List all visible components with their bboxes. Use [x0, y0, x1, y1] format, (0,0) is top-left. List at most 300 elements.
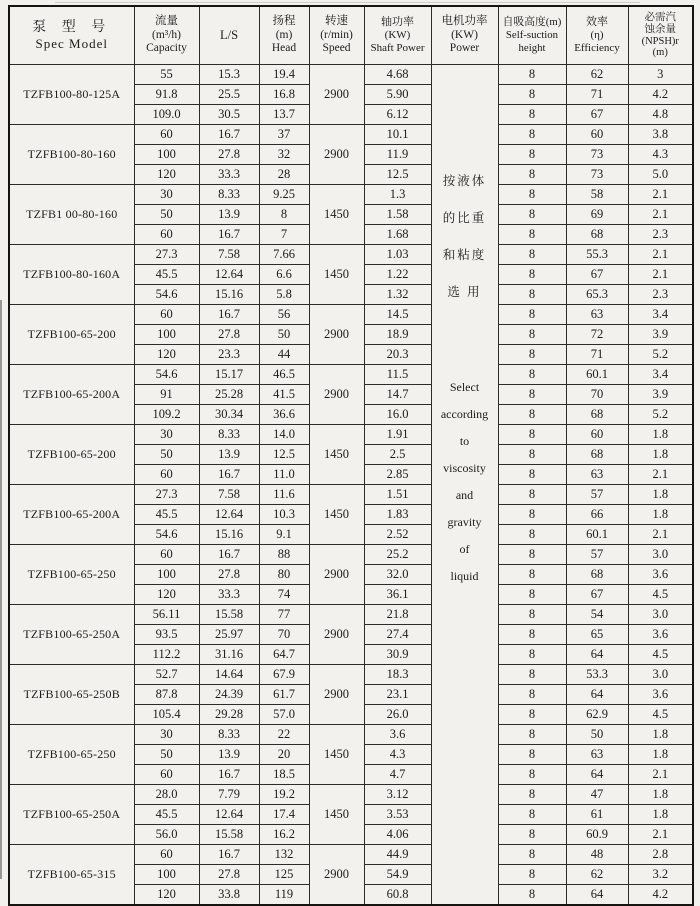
shaft-power-cell: 44.9 [364, 845, 431, 865]
self-suction-height-cell: 8 [498, 825, 566, 845]
speed-cell: 2900 [309, 125, 364, 185]
npsh-cell: 1.8 [628, 805, 693, 825]
liters-per-second-cell: 13.9 [199, 745, 259, 765]
efficiency-cell: 60.9 [566, 825, 628, 845]
capacity-cell: 54.6 [134, 365, 199, 385]
head-cell: 46.5 [259, 365, 309, 385]
efficiency-cell: 67 [566, 265, 628, 285]
head-cell: 80 [259, 565, 309, 585]
table-body [9, 65, 693, 906]
self-suction-height-cell: 8 [498, 545, 566, 565]
motor-power-note-zh-line: 和粘度 [442, 248, 487, 262]
col-header-model [9, 6, 134, 65]
self-suction-height-cell: 8 [498, 365, 566, 385]
capacity-cell: 50 [134, 205, 199, 225]
model-cell: TZFB100-80-160A [9, 245, 134, 305]
efficiency-cell: 60 [566, 125, 628, 145]
col-header-npsh-line: 蚀余量 [644, 23, 676, 35]
liters-per-second-cell: 7.58 [199, 485, 259, 505]
capacity-cell: 109.0 [134, 105, 199, 125]
speed-cell: 1450 [309, 425, 364, 485]
npsh-cell: 2.1 [628, 765, 693, 785]
liters-per-second-cell: 12.64 [199, 805, 259, 825]
efficiency-cell: 58 [566, 185, 628, 205]
col-header-efficiency-line: 效率 [586, 16, 608, 29]
head-cell: 50 [259, 325, 309, 345]
head-cell: 61.7 [259, 685, 309, 705]
motor-power-note-cell [431, 65, 498, 906]
capacity-cell: 120 [134, 345, 199, 365]
npsh-cell: 3.0 [628, 605, 693, 625]
model-cell: TZFB100-65-200A [9, 485, 134, 545]
col-header-speed-line: (r/min) [320, 28, 353, 41]
head-cell: 9.1 [259, 525, 309, 545]
capacity-cell: 28.0 [134, 785, 199, 805]
col-header-efficiency [566, 6, 628, 65]
shaft-power-cell: 2.85 [364, 465, 431, 485]
col-header-capacity [134, 6, 199, 65]
head-cell: 20 [259, 745, 309, 765]
col-header-capacity-line: Capacity [146, 42, 187, 55]
efficiency-cell: 66 [566, 505, 628, 525]
self-suction-height-cell: 8 [498, 105, 566, 125]
motor-power-note-zh-line: 按液体 [442, 174, 487, 188]
capacity-cell: 30 [134, 185, 199, 205]
shaft-power-cell: 3.12 [364, 785, 431, 805]
capacity-cell: 60 [134, 225, 199, 245]
col-header-efficiency-line: (η) [590, 29, 604, 42]
speed-cell: 2900 [309, 605, 364, 665]
liters-per-second-cell: 16.7 [199, 545, 259, 565]
head-cell: 88 [259, 545, 309, 565]
self-suction-height-cell: 8 [498, 445, 566, 465]
self-suction-height-cell: 8 [498, 165, 566, 185]
shaft-power-cell: 18.9 [364, 325, 431, 345]
shaft-power-cell: 1.22 [364, 265, 431, 285]
liters-per-second-cell: 25.28 [199, 385, 259, 405]
efficiency-cell: 64 [566, 765, 628, 785]
motor-power-note-en-line: according [440, 407, 489, 421]
model-cell: TZFB100-65-315 [9, 845, 134, 906]
npsh-cell: 3.4 [628, 305, 693, 325]
shaft-power-cell: 1.51 [364, 485, 431, 505]
capacity-cell: 50 [134, 745, 199, 765]
head-cell: 67.9 [259, 665, 309, 685]
table-row [9, 845, 693, 865]
col-header-head-line: (m) [275, 28, 293, 41]
col-header-ls-line: L/S [219, 28, 239, 43]
npsh-cell: 1.8 [628, 485, 693, 505]
liters-per-second-cell: 12.64 [199, 265, 259, 285]
speed-cell: 2900 [309, 305, 364, 365]
speed-cell: 1450 [309, 245, 364, 305]
efficiency-cell: 70 [566, 385, 628, 405]
self-suction-height-cell: 8 [498, 685, 566, 705]
col-header-head-line: Head [271, 42, 297, 55]
npsh-cell: 2.3 [628, 225, 693, 245]
efficiency-cell: 61 [566, 805, 628, 825]
npsh-cell: 2.1 [628, 205, 693, 225]
head-cell: 13.7 [259, 105, 309, 125]
capacity-cell: 120 [134, 165, 199, 185]
head-cell: 8 [259, 205, 309, 225]
motor-power-note-en-line: Select [449, 380, 480, 394]
npsh-cell: 3.6 [628, 565, 693, 585]
col-header-shaft-power-line: Shaft Power [370, 41, 425, 54]
table-row [9, 725, 693, 745]
head-cell: 12.5 [259, 445, 309, 465]
efficiency-cell: 68 [566, 405, 628, 425]
shaft-power-cell: 30.9 [364, 645, 431, 665]
shaft-power-cell: 1.91 [364, 425, 431, 445]
self-suction-height-cell: 8 [498, 145, 566, 165]
head-cell: 41.5 [259, 385, 309, 405]
self-suction-height-cell: 8 [498, 345, 566, 365]
efficiency-cell: 71 [566, 85, 628, 105]
speed-cell: 1450 [309, 485, 364, 545]
npsh-cell: 3.4 [628, 365, 693, 385]
liters-per-second-cell: 16.7 [199, 305, 259, 325]
efficiency-cell: 64 [566, 645, 628, 665]
self-suction-height-cell: 8 [498, 865, 566, 885]
liters-per-second-cell: 27.8 [199, 565, 259, 585]
self-suction-height-cell: 8 [498, 225, 566, 245]
capacity-cell: 54.6 [134, 525, 199, 545]
self-suction-height-cell: 8 [498, 605, 566, 625]
self-suction-height-cell: 8 [498, 585, 566, 605]
shaft-power-cell: 4.7 [364, 765, 431, 785]
head-cell: 57.0 [259, 705, 309, 725]
efficiency-cell: 64 [566, 685, 628, 705]
liters-per-second-cell: 25.5 [199, 85, 259, 105]
head-cell: 14.0 [259, 425, 309, 445]
liters-per-second-cell: 30.5 [199, 105, 259, 125]
self-suction-height-cell: 8 [498, 525, 566, 545]
table-row [9, 785, 693, 805]
motor-power-note-en-line: of [459, 542, 470, 556]
npsh-cell: 1.8 [628, 425, 693, 445]
motor-power-note-zh-line: 选 用 [447, 285, 482, 299]
table-row [9, 245, 693, 265]
table-header [9, 6, 693, 65]
capacity-cell: 120 [134, 585, 199, 605]
efficiency-cell: 67 [566, 585, 628, 605]
liters-per-second-cell: 33.3 [199, 165, 259, 185]
self-suction-height-cell: 8 [498, 205, 566, 225]
efficiency-cell: 62.9 [566, 705, 628, 725]
self-suction-height-cell: 8 [498, 465, 566, 485]
npsh-cell: 2.1 [628, 265, 693, 285]
npsh-cell: 4.5 [628, 705, 693, 725]
col-header-speed-line: Speed [322, 42, 351, 55]
efficiency-cell: 47 [566, 785, 628, 805]
col-header-model-line: 泵 型 号 [32, 19, 112, 35]
shaft-power-cell: 32.0 [364, 565, 431, 585]
capacity-cell: 100 [134, 865, 199, 885]
capacity-cell: 54.6 [134, 285, 199, 305]
efficiency-cell: 65.3 [566, 285, 628, 305]
model-cell: TZFB100-65-250B [9, 665, 134, 725]
capacity-cell: 45.5 [134, 505, 199, 525]
scan-edge-artifact-top [55, 2, 640, 3]
liters-per-second-cell: 27.8 [199, 865, 259, 885]
col-header-npsh [628, 6, 693, 65]
table-row [9, 425, 693, 445]
shaft-power-cell: 1.68 [364, 225, 431, 245]
note-spacer [432, 65, 498, 163]
pump-spec-table [8, 5, 694, 906]
liters-per-second-cell: 15.58 [199, 605, 259, 625]
model-cell: TZFB100-65-250A [9, 605, 134, 665]
npsh-cell: 4.2 [628, 885, 693, 906]
efficiency-cell: 62 [566, 865, 628, 885]
self-suction-height-cell: 8 [498, 885, 566, 906]
self-suction-height-cell: 8 [498, 645, 566, 665]
efficiency-cell: 64 [566, 885, 628, 906]
liters-per-second-cell: 7.79 [199, 785, 259, 805]
liters-per-second-cell: 16.7 [199, 465, 259, 485]
liters-per-second-cell: 24.39 [199, 685, 259, 705]
liters-per-second-cell: 8.33 [199, 185, 259, 205]
col-header-motor-power-line: Power [449, 42, 480, 55]
scan-edge-artifact-left [0, 300, 2, 879]
capacity-cell: 87.8 [134, 685, 199, 705]
shaft-power-cell: 1.32 [364, 285, 431, 305]
efficiency-cell: 60 [566, 425, 628, 445]
shaft-power-cell: 11.9 [364, 145, 431, 165]
self-suction-height-cell: 8 [498, 305, 566, 325]
head-cell: 125 [259, 865, 309, 885]
shaft-power-cell: 16.0 [364, 405, 431, 425]
motor-power-note-en-line: gravity [447, 515, 482, 529]
efficiency-cell: 72 [566, 325, 628, 345]
npsh-cell: 2.1 [628, 465, 693, 485]
efficiency-cell: 50 [566, 725, 628, 745]
head-cell: 19.4 [259, 65, 309, 85]
col-header-motor-power [431, 6, 498, 65]
liters-per-second-cell: 14.64 [199, 665, 259, 685]
npsh-cell: 2.8 [628, 845, 693, 865]
col-header-npsh-line: (NPSH)r [641, 35, 679, 47]
shaft-power-cell: 27.4 [364, 625, 431, 645]
head-cell: 64.7 [259, 645, 309, 665]
npsh-cell: 5.0 [628, 165, 693, 185]
col-header-speed-line: 转速 [325, 15, 348, 28]
self-suction-height-cell: 8 [498, 805, 566, 825]
shaft-power-cell: 12.5 [364, 165, 431, 185]
efficiency-cell: 71 [566, 345, 628, 365]
npsh-cell: 5.2 [628, 345, 693, 365]
npsh-cell: 1.8 [628, 785, 693, 805]
table-row [9, 665, 693, 685]
col-header-npsh-line: 必需汽 [644, 12, 676, 23]
motor-power-note-en-line: liquid [450, 569, 479, 583]
capacity-cell: 45.5 [134, 265, 199, 285]
liters-per-second-cell: 27.8 [199, 325, 259, 345]
npsh-cell: 3.8 [628, 125, 693, 145]
efficiency-cell: 68 [566, 445, 628, 465]
self-suction-height-cell: 8 [498, 705, 566, 725]
capacity-cell: 30 [134, 425, 199, 445]
shaft-power-cell: 5.90 [364, 85, 431, 105]
head-cell: 22 [259, 725, 309, 745]
npsh-cell: 3.0 [628, 665, 693, 685]
col-header-motor-power-line: (KW) [451, 28, 478, 41]
model-cell: TZFB100-80-160 [9, 125, 134, 185]
head-cell: 119 [259, 885, 309, 906]
liters-per-second-cell: 13.9 [199, 205, 259, 225]
col-header-shaft-power [364, 6, 431, 65]
self-suction-height-cell: 8 [498, 625, 566, 645]
self-suction-height-cell: 8 [498, 505, 566, 525]
col-header-shaft-power-line: (KW) [384, 29, 411, 42]
npsh-cell: 1.8 [628, 505, 693, 525]
self-suction-height-cell: 8 [498, 125, 566, 145]
capacity-cell: 100 [134, 565, 199, 585]
head-cell: 10.3 [259, 505, 309, 525]
self-suction-height-cell: 8 [498, 745, 566, 765]
shaft-power-cell: 2.5 [364, 445, 431, 465]
shaft-power-cell: 4.06 [364, 825, 431, 845]
npsh-cell: 3.9 [628, 325, 693, 345]
model-cell: TZFB100-65-250A [9, 785, 134, 845]
head-cell: 18.5 [259, 765, 309, 785]
capacity-cell: 56.11 [134, 605, 199, 625]
efficiency-cell: 63 [566, 305, 628, 325]
shaft-power-cell: 26.0 [364, 705, 431, 725]
model-cell: TZFB100-65-250 [9, 725, 134, 785]
self-suction-height-cell: 8 [498, 665, 566, 685]
head-cell: 17.4 [259, 805, 309, 825]
efficiency-cell: 73 [566, 145, 628, 165]
self-suction-height-cell: 8 [498, 325, 566, 345]
liters-per-second-cell: 29.28 [199, 705, 259, 725]
capacity-cell: 45.5 [134, 805, 199, 825]
shaft-power-cell: 4.68 [364, 65, 431, 85]
npsh-cell: 2.1 [628, 525, 693, 545]
liters-per-second-cell: 27.8 [199, 145, 259, 165]
liters-per-second-cell: 8.33 [199, 425, 259, 445]
shaft-power-cell: 3.53 [364, 805, 431, 825]
npsh-cell: 2.3 [628, 285, 693, 305]
table-row [9, 65, 693, 85]
head-cell: 28 [259, 165, 309, 185]
head-cell: 132 [259, 845, 309, 865]
table-row [9, 545, 693, 565]
note-spacer [432, 311, 498, 374]
npsh-cell: 1.8 [628, 745, 693, 765]
head-cell: 32 [259, 145, 309, 165]
col-header-self-suction-line: height [518, 41, 546, 54]
head-cell: 70 [259, 625, 309, 645]
npsh-cell: 4.5 [628, 585, 693, 605]
shaft-power-cell: 23.1 [364, 685, 431, 705]
table-row [9, 125, 693, 145]
col-header-shaft-power-line: 轴功率 [381, 16, 414, 29]
efficiency-cell: 48 [566, 845, 628, 865]
self-suction-height-cell: 8 [498, 565, 566, 585]
npsh-cell: 3.2 [628, 865, 693, 885]
model-cell: TZFB100-80-125A [9, 65, 134, 125]
col-header-head-line: 扬程 [272, 15, 296, 28]
liters-per-second-cell: 31.16 [199, 645, 259, 665]
speed-cell: 2900 [309, 365, 364, 425]
speed-cell: 1450 [309, 785, 364, 845]
self-suction-height-cell: 8 [498, 265, 566, 285]
col-header-self-suction [498, 6, 566, 65]
npsh-cell: 1.8 [628, 725, 693, 745]
capacity-cell: 60 [134, 465, 199, 485]
efficiency-cell: 67 [566, 105, 628, 125]
capacity-cell: 60 [134, 305, 199, 325]
npsh-cell: 4.3 [628, 145, 693, 165]
capacity-cell: 100 [134, 145, 199, 165]
capacity-cell: 91 [134, 385, 199, 405]
head-cell: 77 [259, 605, 309, 625]
npsh-cell: 3.6 [628, 685, 693, 705]
capacity-cell: 30 [134, 725, 199, 745]
model-cell: TZFB1 00-80-160 [9, 185, 134, 245]
self-suction-height-cell: 8 [498, 725, 566, 745]
npsh-cell: 2.1 [628, 245, 693, 265]
head-cell: 56 [259, 305, 309, 325]
liters-per-second-cell: 30.34 [199, 405, 259, 425]
efficiency-cell: 63 [566, 745, 628, 765]
speed-cell: 2900 [309, 845, 364, 906]
liters-per-second-cell: 33.8 [199, 885, 259, 906]
efficiency-cell: 65 [566, 625, 628, 645]
col-header-speed [309, 6, 364, 65]
self-suction-height-cell: 8 [498, 65, 566, 85]
head-cell: 9.25 [259, 185, 309, 205]
self-suction-height-cell: 8 [498, 405, 566, 425]
col-header-model-line: Spec Model [35, 36, 108, 52]
liters-per-second-cell: 15.3 [199, 65, 259, 85]
efficiency-cell: 54 [566, 605, 628, 625]
efficiency-cell: 60.1 [566, 365, 628, 385]
npsh-cell: 4.2 [628, 85, 693, 105]
efficiency-cell: 68 [566, 225, 628, 245]
shaft-power-cell: 10.1 [364, 125, 431, 145]
model-cell: TZFB100-65-250 [9, 545, 134, 605]
shaft-power-cell: 11.5 [364, 365, 431, 385]
self-suction-height-cell: 8 [498, 245, 566, 265]
liters-per-second-cell: 23.3 [199, 345, 259, 365]
head-cell: 5.8 [259, 285, 309, 305]
liters-per-second-cell: 16.7 [199, 765, 259, 785]
col-header-self-suction-line: Self-suction [505, 29, 559, 42]
capacity-cell: 109.2 [134, 405, 199, 425]
liters-per-second-cell: 12.64 [199, 505, 259, 525]
self-suction-height-cell: 8 [498, 765, 566, 785]
shaft-power-cell: 36.1 [364, 585, 431, 605]
liters-per-second-cell: 16.7 [199, 225, 259, 245]
col-header-capacity-line: (m³/h) [152, 28, 181, 41]
npsh-cell: 3 [628, 65, 693, 85]
head-cell: 37 [259, 125, 309, 145]
capacity-cell: 60 [134, 545, 199, 565]
liters-per-second-cell: 8.33 [199, 725, 259, 745]
col-header-ls [199, 6, 259, 65]
table-row [9, 485, 693, 505]
shaft-power-cell: 3.6 [364, 725, 431, 745]
head-cell: 36.6 [259, 405, 309, 425]
head-cell: 19.2 [259, 785, 309, 805]
head-cell: 6.6 [259, 265, 309, 285]
table-row [9, 185, 693, 205]
self-suction-height-cell: 8 [498, 485, 566, 505]
npsh-cell: 3.9 [628, 385, 693, 405]
